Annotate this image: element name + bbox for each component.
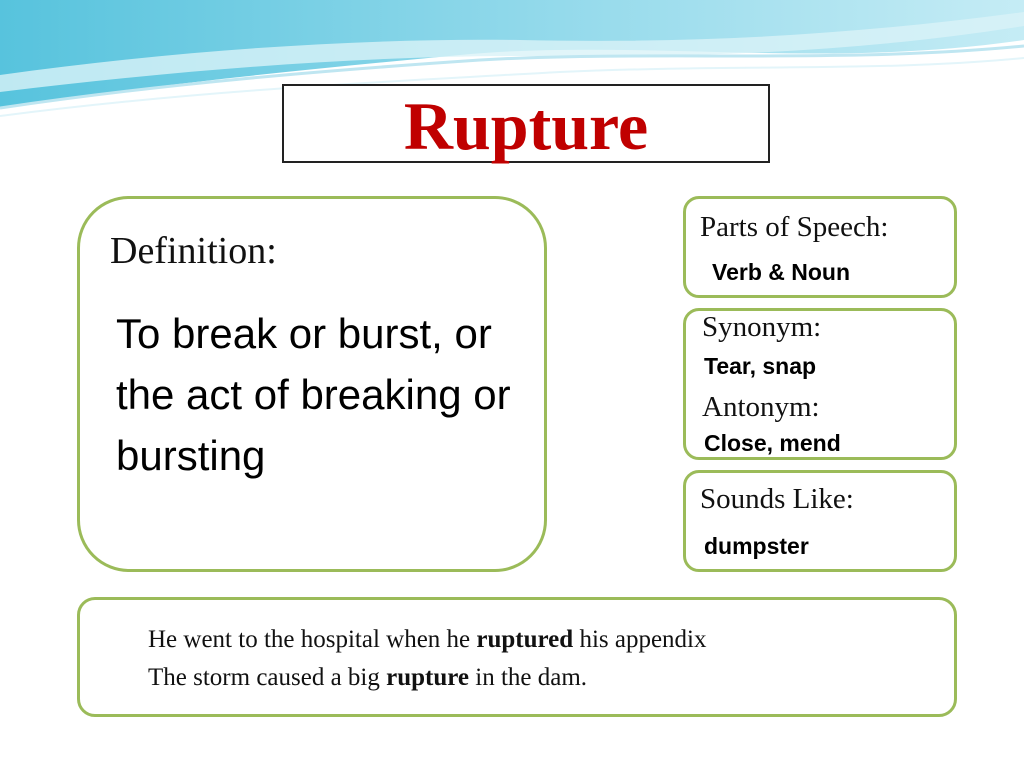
example-1-text-before: He went to the hospital when he xyxy=(148,626,477,653)
example-1-bold-word: ruptured xyxy=(476,626,574,653)
definition-card xyxy=(77,196,547,572)
parts-of-speech-value: Verb & Noun xyxy=(712,259,851,285)
example-sentence-2 xyxy=(148,664,587,692)
parts-of-speech-label: Parts of Speech: xyxy=(700,211,889,243)
example-2-text-after: in the dam. xyxy=(469,664,588,691)
example-2-text-before: The storm caused a big xyxy=(148,664,387,691)
example-sentences-card xyxy=(77,597,957,717)
antonym-value: Close, mend xyxy=(704,430,841,456)
sounds-like-card xyxy=(683,470,957,572)
definition-label: Definition: xyxy=(110,230,277,272)
synonym-label: Synonym: xyxy=(702,311,822,343)
example-sentence-1 xyxy=(148,626,707,654)
synonym-antonym-card xyxy=(683,308,957,460)
antonym-label: Antonym: xyxy=(702,391,820,423)
definition-text: To break or burst, or the act of breaking or bursting xyxy=(116,310,511,479)
slide-title: Rupture xyxy=(403,87,649,164)
example-1-text-after: his appendix xyxy=(573,626,707,653)
synonym-value: Tear, snap xyxy=(704,353,817,379)
sounds-like-label: Sounds Like: xyxy=(700,483,854,515)
title-box xyxy=(282,84,770,163)
parts-of-speech-card xyxy=(683,196,957,298)
example-2-bold-word: rupture xyxy=(386,664,469,691)
sounds-like-value: dumpster xyxy=(704,533,809,559)
